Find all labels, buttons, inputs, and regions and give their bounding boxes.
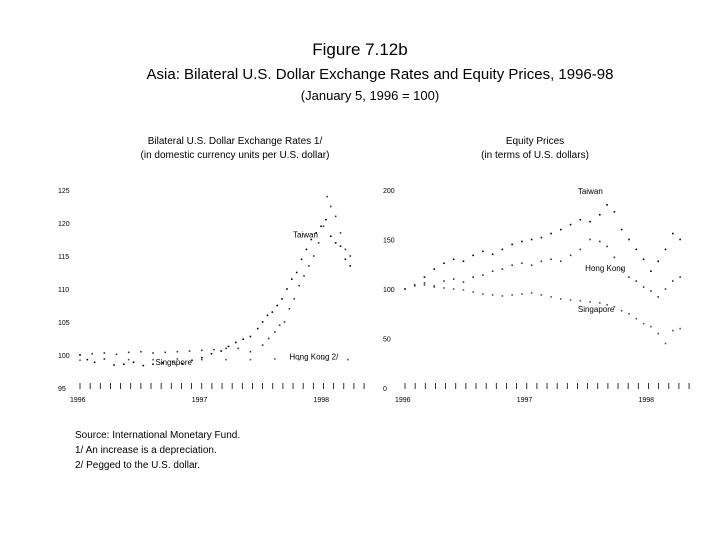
data-point-taiwan <box>308 265 310 267</box>
data-point-singapore <box>330 235 332 237</box>
data-point-taiwan <box>323 226 325 228</box>
data-point-taiwan <box>606 204 608 206</box>
data-point-singapore <box>325 219 327 221</box>
data-point-singapore <box>531 292 533 294</box>
data-point-singapore <box>665 343 667 345</box>
data-point-singapore <box>541 294 543 296</box>
data-point-singapore <box>257 328 259 330</box>
data-point-taiwan <box>128 352 130 354</box>
data-point-hong-kong <box>614 257 616 259</box>
data-point-taiwan <box>152 352 154 354</box>
data-point-taiwan <box>140 351 142 353</box>
data-point-taiwan <box>482 251 484 253</box>
data-point-singapore <box>650 326 652 328</box>
data-point-taiwan <box>237 348 239 350</box>
data-point-singapore <box>679 328 681 330</box>
data-point-taiwan <box>279 325 281 327</box>
data-point-singapore <box>133 361 135 363</box>
data-point-taiwan <box>201 350 203 352</box>
data-point-taiwan <box>679 239 681 241</box>
data-point-taiwan <box>189 350 191 352</box>
y-tick-label: 95 <box>58 386 66 393</box>
data-point-singapore <box>281 298 283 300</box>
y-tick-label: 125 <box>58 188 70 195</box>
data-point-hong-kong-2 <box>250 359 252 361</box>
data-point-hong-kong <box>521 262 523 264</box>
data-point-taiwan <box>453 259 455 261</box>
data-point-singapore <box>87 359 89 361</box>
data-point-hong-kong <box>580 249 582 251</box>
figure-subtitle: Asia: Bilateral U.S. Dollar Exchange Rates and Equity Prices, 1996-98 <box>146 66 614 83</box>
data-point-taiwan <box>318 242 320 244</box>
data-point-hong-kong-2 <box>128 359 130 361</box>
data-point-taiwan <box>650 270 652 272</box>
series-annotation: Hong Kong <box>585 264 626 274</box>
y-tick-label: 105 <box>58 320 70 327</box>
data-point-taiwan <box>313 255 315 257</box>
data-point-taiwan <box>330 206 332 208</box>
data-point-hong-kong-2 <box>274 358 276 360</box>
data-point-taiwan <box>225 348 227 350</box>
data-point-hong-kong-2 <box>152 359 154 361</box>
data-point-taiwan <box>502 249 504 251</box>
data-point-singapore <box>492 294 494 296</box>
data-point-taiwan <box>560 229 562 231</box>
data-point-singapore <box>589 301 591 303</box>
data-point-taiwan <box>335 216 337 218</box>
data-point-hong-kong <box>482 274 484 276</box>
data-point-hong-kong <box>502 268 504 270</box>
data-point-singapore <box>570 299 572 301</box>
data-point-taiwan <box>589 221 591 223</box>
data-point-singapore <box>463 289 465 291</box>
data-point-taiwan <box>268 338 270 340</box>
data-point-taiwan <box>511 244 513 246</box>
figure-title: Figure 7.12b <box>312 40 408 59</box>
data-point-taiwan <box>274 331 276 333</box>
data-point-taiwan <box>104 352 106 354</box>
data-point-hong-kong <box>463 281 465 283</box>
right-chart-subtitle: (in terms of U.S. dollars) <box>481 150 589 161</box>
y-tick-label: 0 <box>383 386 387 393</box>
data-point-hong-kong <box>453 278 455 280</box>
data-point-hong-kong <box>560 260 562 262</box>
data-point-hong-kong <box>657 296 659 298</box>
data-point-hong-kong-2 <box>225 359 227 361</box>
y-tick-label: 110 <box>58 287 70 294</box>
series-annotation: Singapore <box>577 304 615 314</box>
data-point-singapore <box>262 321 264 323</box>
data-point-taiwan <box>213 349 215 351</box>
data-point-singapore <box>636 318 638 320</box>
data-point-taiwan <box>164 352 166 354</box>
data-point-singapore <box>267 315 269 317</box>
data-point-singapore <box>291 278 293 280</box>
y-tick-label: 100 <box>58 353 70 360</box>
data-point-hong-kong <box>424 282 426 284</box>
right-chart-title: Equity Prices <box>505 136 565 147</box>
data-point-singapore <box>453 288 455 290</box>
data-point-taiwan <box>621 229 623 231</box>
data-point-singapore <box>672 330 674 332</box>
data-point-hong-kong <box>650 290 652 292</box>
data-point-hong-kong-2 <box>347 359 349 361</box>
data-point-hong-kong <box>599 241 601 243</box>
data-point-singapore <box>657 333 659 335</box>
y-tick-label: 115 <box>58 254 70 261</box>
data-point-taiwan <box>657 260 659 262</box>
x-tick-label: 1998 <box>638 397 655 404</box>
y-tick-label: 120 <box>58 221 70 228</box>
footnote-2: 2/ Pegged to the U.S. dollar. <box>75 460 201 471</box>
data-point-taiwan <box>614 211 616 213</box>
data-point-singapore <box>550 296 552 298</box>
data-point-taiwan <box>284 321 286 323</box>
data-point-singapore <box>502 295 504 297</box>
data-point-taiwan <box>643 259 645 261</box>
data-point-taiwan <box>79 354 81 356</box>
data-point-singapore <box>123 363 125 365</box>
data-point-taiwan <box>116 354 118 356</box>
data-point-singapore <box>201 357 203 359</box>
data-point-hong-kong <box>679 276 681 278</box>
data-point-hong-kong <box>570 255 572 257</box>
y-tick-label: 100 <box>383 287 395 294</box>
data-point-taiwan <box>472 255 474 257</box>
data-point-singapore <box>301 259 303 261</box>
figure-note: (January 5, 1996 = 100) <box>300 88 440 103</box>
data-point-taiwan <box>541 237 543 239</box>
data-point-singapore <box>250 336 252 338</box>
data-point-taiwan <box>580 219 582 221</box>
data-point-singapore <box>349 265 351 267</box>
data-point-taiwan <box>177 351 179 353</box>
data-point-hong-kong <box>443 280 445 282</box>
left-chart-title: Bilateral U.S. Dollar Exchange Rates 1/ <box>147 136 323 147</box>
data-point-hong-kong <box>511 264 513 266</box>
x-tick-label: 1997 <box>516 397 533 404</box>
series-annotation: Taiwan <box>577 186 603 196</box>
data-point-singapore <box>272 311 274 313</box>
data-point-taiwan <box>289 308 291 310</box>
series-annotation: Taiwan <box>293 230 318 240</box>
x-tick-label: 1996 <box>395 397 411 404</box>
data-point-singapore <box>560 298 562 300</box>
data-point-singapore <box>228 346 230 348</box>
data-point-taiwan <box>326 196 328 198</box>
data-point-singapore <box>443 287 445 289</box>
data-point-singapore <box>345 259 347 261</box>
data-point-singapore <box>94 361 96 363</box>
data-point-singapore <box>599 302 601 304</box>
data-point-singapore <box>242 338 244 340</box>
data-point-singapore <box>335 242 337 244</box>
data-point-taiwan <box>599 214 601 216</box>
data-point-taiwan <box>521 241 523 243</box>
data-point-taiwan <box>570 224 572 226</box>
data-point-singapore <box>286 288 288 290</box>
data-point-taiwan <box>433 268 435 270</box>
series-annotation: Singapore <box>155 357 192 367</box>
data-point-taiwan <box>531 239 533 241</box>
data-point-taiwan <box>349 255 351 257</box>
data-point-hong-kong <box>643 286 645 288</box>
data-point-taiwan <box>550 233 552 235</box>
data-point-hong-kong <box>589 239 591 241</box>
data-point-hong-kong <box>541 260 543 262</box>
data-point-hong-kong <box>628 276 630 278</box>
source-line: Source: International Monetary Fund. <box>75 430 241 441</box>
data-point-taiwan <box>298 285 300 287</box>
data-point-singapore <box>482 293 484 295</box>
x-tick-label: 1997 <box>191 397 208 404</box>
data-point-singapore <box>276 305 278 307</box>
data-point-hong-kong-2 <box>104 358 106 360</box>
data-point-hong-kong <box>492 270 494 272</box>
data-point-singapore <box>643 323 645 325</box>
data-point-singapore <box>306 249 308 251</box>
data-point-taiwan <box>672 233 674 235</box>
x-tick-label: 1998 <box>313 397 330 404</box>
data-point-singapore <box>152 363 154 365</box>
data-point-hong-kong <box>606 246 608 248</box>
data-point-singapore <box>424 284 426 286</box>
data-point-taiwan <box>443 262 445 264</box>
data-point-singapore <box>472 291 474 293</box>
data-point-taiwan <box>665 249 667 251</box>
data-point-taiwan <box>303 275 305 277</box>
footnote-1: 1/ An increase is a depreciation. <box>75 445 217 456</box>
data-point-singapore <box>320 226 322 228</box>
data-point-taiwan <box>628 239 630 241</box>
data-point-singapore <box>521 293 523 295</box>
data-point-hong-kong <box>665 288 667 290</box>
data-point-hong-kong <box>672 280 674 282</box>
data-point-singapore <box>433 286 435 288</box>
data-point-hong-kong <box>531 264 533 266</box>
x-tick-label: 1996 <box>70 397 86 404</box>
data-point-taiwan <box>345 249 347 251</box>
data-point-singapore <box>340 245 342 247</box>
data-point-singapore <box>235 342 237 344</box>
data-point-taiwan <box>91 353 93 355</box>
y-tick-label: 200 <box>383 188 395 195</box>
series-annotation: Hong Kong 2/ <box>289 352 339 362</box>
data-point-hong-kong <box>636 280 638 282</box>
data-point-taiwan <box>463 260 465 262</box>
data-point-singapore <box>211 353 213 355</box>
data-point-taiwan <box>262 344 264 346</box>
data-point-singapore <box>143 365 145 367</box>
data-point-taiwan <box>293 298 295 300</box>
data-point-singapore <box>621 310 623 312</box>
data-point-taiwan <box>636 249 638 251</box>
y-tick-label: 50 <box>383 336 391 344</box>
data-point-taiwan <box>492 254 494 256</box>
data-point-singapore <box>404 288 406 290</box>
data-point-hong-kong <box>550 259 552 261</box>
data-point-singapore <box>220 350 222 352</box>
data-point-taiwan <box>424 276 426 278</box>
data-point-taiwan <box>250 351 252 353</box>
data-point-hong-kong <box>472 276 474 278</box>
y-tick-label: 150 <box>383 237 395 245</box>
data-point-singapore <box>113 364 115 366</box>
data-point-singapore <box>511 294 513 296</box>
data-point-hong-kong-2 <box>201 359 203 361</box>
data-point-singapore <box>628 313 630 315</box>
data-point-singapore <box>580 300 582 302</box>
left-chart-subtitle: (in domestic currency units per U.S. dollar) <box>140 150 330 161</box>
data-point-hong-kong-2 <box>79 359 81 361</box>
data-point-taiwan <box>340 232 342 234</box>
data-point-singapore <box>296 272 298 274</box>
data-point-singapore <box>414 285 416 287</box>
